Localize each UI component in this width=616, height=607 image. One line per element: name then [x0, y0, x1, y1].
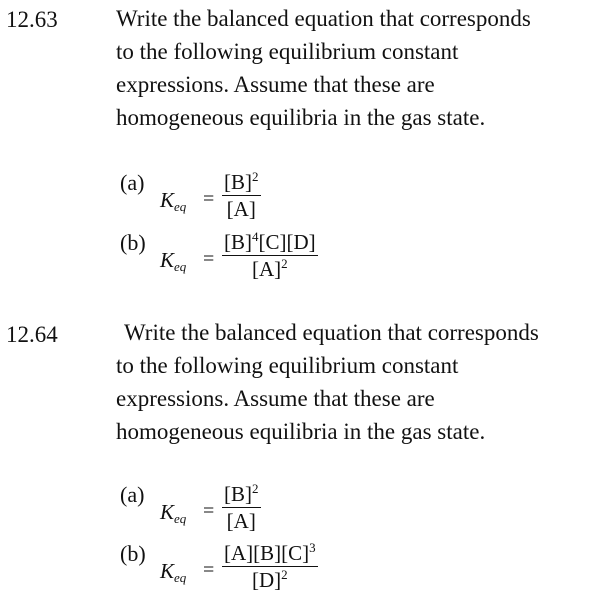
part-label: (a) [120, 482, 145, 507]
prompt-line: to the following equilibrium constant [116, 353, 459, 378]
k-eq-symbol: $K_{eq}$ [160, 248, 187, 274]
fraction-bar [222, 566, 318, 567]
prompt-line: expressions. Assume that these are [116, 72, 435, 97]
k-eq-symbol: $K_{eq}$ [160, 500, 187, 526]
equals-sign: = [203, 500, 215, 522]
denominator: [A] [226, 509, 256, 533]
denominator: [A] [226, 197, 256, 221]
part-label: (b) [120, 230, 146, 255]
prompt-line: to the following equilibrium constant [116, 39, 459, 64]
fraction-bar [222, 507, 261, 508]
part-label: (b) [120, 541, 146, 566]
prompt-line: Write the balanced equation that corresponds [124, 320, 539, 345]
fraction [222, 169, 261, 221]
fraction-bar [222, 195, 261, 196]
problem-number: 12.64 [6, 322, 58, 347]
equals-sign: = [203, 559, 215, 581]
numerator: $[B]^2$ [224, 481, 259, 506]
k-eq-symbol: $K_{eq}$ [160, 188, 187, 214]
equals-sign: = [203, 188, 215, 210]
fraction-bar [222, 255, 318, 256]
denominator: $[A]^2$ [252, 256, 288, 281]
prompt-line: homogeneous equilibria in the gas state. [116, 419, 486, 444]
fraction [222, 481, 261, 533]
prompt-line: Write the balanced equation that corresponds [116, 6, 531, 31]
problem-prompt [116, 316, 616, 448]
fraction [222, 540, 318, 592]
problem-number: 12.63 [6, 7, 58, 32]
part-label: (a) [120, 170, 145, 195]
numerator: $[A][B][C]^3$ [224, 540, 316, 565]
numerator: $[B]^4[C][D]$ [224, 229, 316, 254]
denominator: $[D]^2$ [251, 567, 288, 592]
fraction [222, 229, 318, 281]
numerator: $[B]^2$ [224, 169, 259, 194]
problem-prompt [116, 2, 614, 134]
prompt-line: expressions. Assume that these are [116, 386, 435, 411]
equals-sign: = [203, 248, 215, 270]
k-eq-symbol: $K_{eq}$ [160, 559, 187, 585]
prompt-line: homogeneous equilibria in the gas state. [116, 105, 486, 130]
